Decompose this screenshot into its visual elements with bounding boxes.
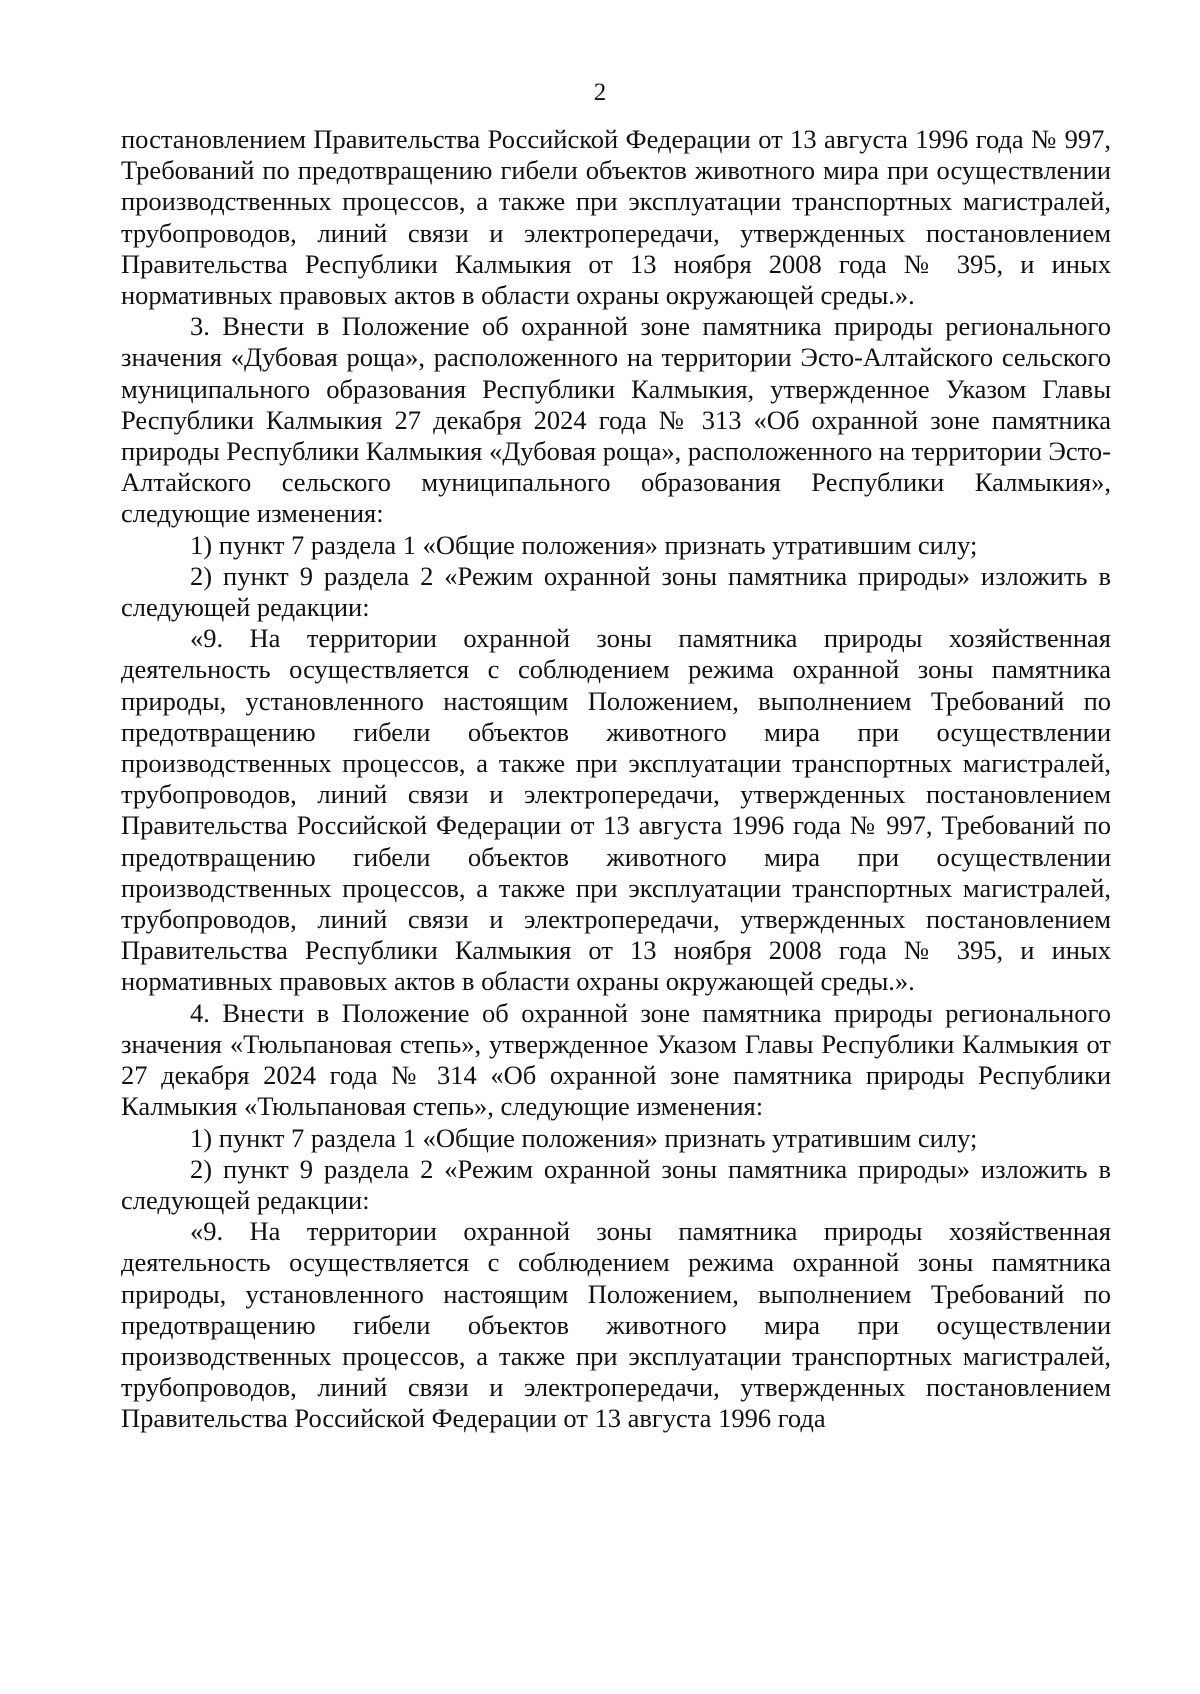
paragraph-item-3-2: 2) пункт 9 раздела 2 «Режим охранной зоны памятника природы» изложить в следующей редакции: bbox=[121, 560, 1111, 623]
paragraph-quote-4: «9. На территории охранной зоны памятника природы хозяйственная деятельность осуществляется с соблюдением режима охранной зоны памятника природы, установленного настоящим Положением, выполнением Требований по предотвращению гибели объектов животного мира при осуществлении производственных процессов, а также при эксплуатации транспортных магистралей, трубопроводов, линий связи и электропередачи, утвержденных постановлением Правительства Российской Федерации от 13 августа 1996 года bbox=[121, 1216, 1111, 1434]
paragraph-continuation: постановлением Правительства Российской Федерации от 13 августа 1996 года № 997, Требований по предотвращению гибели объектов животного мира при осуществлении производственных процессов, а также при эксплуатации транспортных магистралей, трубопроводов, линий связи и электропередачи, утвержденных постановлением Правительства Республики Калмыкия от 13 ноября 2008 года № 395, и иных нормативных правовых актов в области охраны окружающей среды.». bbox=[121, 124, 1111, 311]
paragraph-quote-3: «9. На территории охранной зоны памятника природы хозяйственная деятельность осуществляется с соблюдением режима охранной зоны памятника природы, установленного настоящим Положением, выполнением Требований по предотвращению гибели объектов животного мира при осуществлении производственных процессов, а также при эксплуатации транспортных магистралей, трубопроводов, линий связи и электропередачи, утвержденных постановлением Правительства Российской Федерации от 13 августа 1996 года № 997, Требований по предотвращению гибели объектов животного мира при осуществлении производственных процессов, а также при эксплуатации транспортных магистралей, трубопроводов, линий связи и электропередачи, утвержденных постановлением Правительства Республики Калмыкия от 13 ноября 2008 года № 395, и иных нормативных правовых актов в области охраны окружающей среды.». bbox=[121, 623, 1111, 997]
paragraph-item-4-2: 2) пункт 9 раздела 2 «Режим охранной зоны памятника природы» изложить в следующей редакции: bbox=[121, 1153, 1111, 1215]
paragraph-item-4: 4. Внести в Положение об охранной зоне памятника природы регионального значения «Тюльпановая степь», утвержденное Указом Главы Республики Калмыкия от 27 декабря 2024 года № 314 «Об охранной зоне памятника природы Республики Калмыкия «Тюльпановая степь», следующие изменения: bbox=[121, 997, 1111, 1122]
paragraph-item-3: 3. Внести в Положение об охранной зоне памятника природы регионального значения «Дубовая роща», расположенного на территории Эсто-Алтайского сельского муниципального образования Республики Калмыкия, утвержденное Указом Главы Республики Калмыкия 27 декабря 2024 года № 313 «Об охранной зоне памятника природы Республики Калмыкия «Дубовая роща», расположенного на территории Эсто-Алтайского сельского муниципального образования Республики Калмыкия», следующие изменения: bbox=[121, 311, 1111, 529]
paragraph-item-3-1: 1) пункт 7 раздела 1 «Общие положения» признать утратившим силу; bbox=[190, 529, 978, 560]
document-body bbox=[121, 124, 1111, 1435]
paragraph-item-4-1: 1) пункт 7 раздела 1 «Общие положения» признать утратившим силу; bbox=[190, 1122, 978, 1153]
page-number: 2 bbox=[593, 79, 607, 106]
